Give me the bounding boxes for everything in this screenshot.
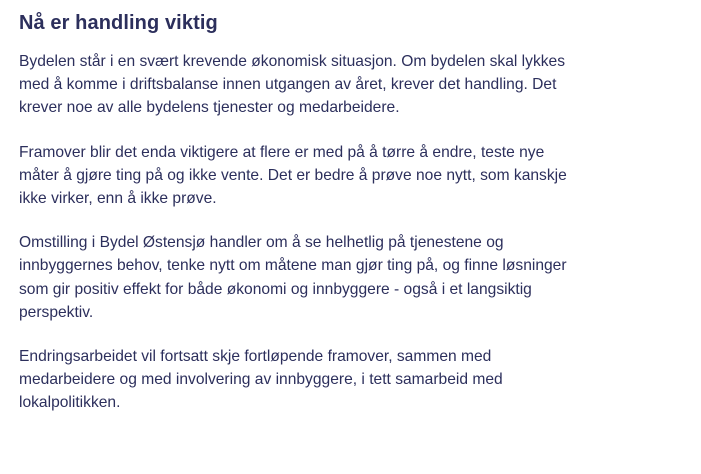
paragraph-try-new-things: Framover blir det enda viktigere at flere er med på å tørre å endre, teste nye måter å gjøre ting på og ikke vente. Det er bedre å prøve noe nytt, som kanskje ikke virker, enn å ikke prøve. xyxy=(19,143,567,208)
paragraph-change-work: Endringsarbeidet vil fortsatt skje fortløpende framover, sammen med medarbeidere og med involvering av innbyggere, i tett samarbeid med lokalpolitikken. xyxy=(19,348,503,412)
paragraph-economic-situation: Bydelen står i en svært krevende økonomisk situasjon. Om bydelen skal lykkes med å komme i driftsbalanse innen utgangen av året, krever det handling. Det krever noe av alle bydelens tjenester og medarbeidere. xyxy=(19,53,566,117)
paragraph-restructuring: Omstilling i Bydel Østensjø handler om å se helhetlig på tjenestene og innbyggernes behov, tenke nytt om måtene man gjør ting på, og finne løsninger som gir positiv effekt for både økonomi og innbyggere - også i et langsiktig perspektiv. xyxy=(19,234,567,321)
section-heading: Nå er handling viktig xyxy=(19,12,218,34)
